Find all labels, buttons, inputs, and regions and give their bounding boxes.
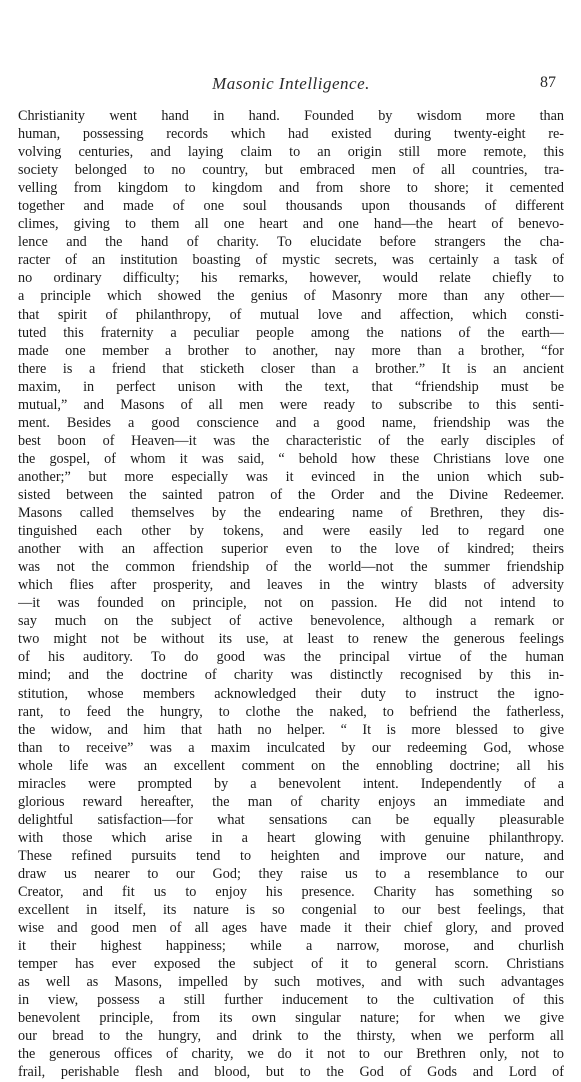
text-line: which flies after prosperity, and leaves in the wintry blasts of adversity: [18, 577, 564, 594]
text-line: whole life was an excellent comment on the ennobling doctrine; all his: [18, 757, 564, 774]
text-line: racter of an institution boasting of mystic secrets, was certainly a task of: [18, 252, 564, 269]
text-line: was not the common friendship of the world—not the summer friendship: [18, 559, 564, 576]
text-line: human, possessing records which had existed during twenty-eight re-: [18, 126, 564, 143]
text-line: the widow, and him that hath no helper. “ It is more blessed to give: [18, 721, 564, 738]
text-line: a principle which showed the genius of Masonry more than any other—: [18, 288, 564, 305]
text-line: another;” but more especially was it evinced in the union which sub-: [18, 468, 564, 485]
text-line: society belonged to no country, but embraced men of all countries, tra-: [18, 162, 564, 179]
running-head: [18, 74, 564, 98]
text-line: no ordinary difficulty; his remarks, however, would relate chiefly to: [18, 270, 564, 287]
text-line: made one member a brother to another, nay more than a brother, “for: [18, 342, 564, 359]
text-line: These refined pursuits tend to heighten and improve our nature, and: [18, 847, 564, 864]
text-line: together and made of one soul thousands upon thousands of different: [18, 198, 564, 215]
text-line: mind; and the doctrine of charity was distinctly recognised by this in-: [18, 667, 564, 684]
text-line: than to receive” was a maxim inculcated by our redeeming God, whose: [18, 739, 564, 756]
text-line: volving centuries, and laying claim to an origin still more remote, this: [18, 144, 564, 161]
text-line: with those which arise in a heart glowing with genuine philanthropy.: [18, 829, 564, 846]
text-line: benevolent principle, from its own singular nature; for when we give: [18, 1010, 564, 1027]
text-line: stitution, whose members acknowledged their duty to instruct the igno-: [18, 685, 564, 702]
text-line: Christianity went hand in hand. Founded by wisdom more than: [18, 108, 564, 124]
text-line: Masons called themselves by the endearing name of Brethren, they dis-: [18, 505, 564, 522]
text-line: our bread to the hungry, and drink to the thirsty, when we perform all: [18, 1028, 564, 1045]
text-line: wise and good men of all ages have made it their chief glory, and proved: [18, 920, 564, 937]
text-line: draw us nearer to our God; they raise us to a resemblance to our: [18, 865, 564, 882]
text-line: climes, giving to them all one heart and one hand—the heart of benevo-: [18, 216, 564, 233]
text-line: Creator, and fit us to enjoy his presence. Charity has something so: [18, 884, 564, 901]
text-line: say much on the subject of active benevolence, although a remark or: [18, 613, 564, 630]
text-line: it their highest happiness; while a narrow, morose, and churlish: [18, 938, 564, 955]
running-title: Masonic Intelligence.: [212, 74, 370, 93]
text-line: another with an affection superior even to the love of kindred; theirs: [18, 541, 564, 558]
text-line: best boon of Heaven—it was the characteristic of the early disciples of: [18, 432, 564, 449]
text-line: sisted between the sainted patron of the Order and the Divine Redeemer.: [18, 486, 564, 503]
text-line: as well as Masons, impelled by such motives, and with such advantages: [18, 974, 564, 991]
text-line: delightful satisfaction—for what sensations can be equally pleasurable: [18, 811, 564, 828]
text-line: of his auditory. To do good was the principal virtue of the human: [18, 649, 564, 666]
text-line: that spirit of philanthropy, of mutual love and affection, which consti-: [18, 306, 564, 323]
text-line: lence and the hand of charity. To elucidate before strangers the cha-: [18, 234, 564, 251]
text-line: frail, perishable flesh and blood, but to the God of Gods and Lord of: [18, 1064, 564, 1081]
text-line: miracles were prompted by a benevolent intent. Independently of a: [18, 775, 564, 792]
text-line: excellent in itself, its nature is so congenial to our best feelings, that: [18, 902, 564, 919]
page-number: 87: [540, 74, 556, 91]
text-line: in view, possess a still further inducement to the cultivation of this: [18, 992, 564, 1009]
text-line: rant, to feed the hungry, to clothe the naked, to befriend the fatherless,: [18, 703, 564, 720]
text-line: the generous offices of charity, we do it not to our Brethren only, not to: [18, 1046, 564, 1063]
text-line: —it was founded on principle, not on passion. He did not intend to: [18, 595, 564, 612]
text-line: two might not be without its use, at least to renew the generous feelings: [18, 631, 564, 648]
text-line: velling from kingdom to kingdom and from shore to shore; it cemented: [18, 180, 564, 197]
body-text: [18, 107, 564, 1082]
text-line: there is a friend that sticketh closer than a brother.” It is an ancient: [18, 360, 564, 377]
text-line: maxim, in perfect unison with the text, that “friendship must be: [18, 378, 564, 395]
text-line: the gospel, of whom it was said, “ behold how these Christians love one: [18, 450, 564, 467]
text-line: tuted this fraternity a peculiar people among the nations of the earth—: [18, 324, 564, 341]
text-line: ment. Besides a good conscience and a good name, friendship was the: [18, 414, 564, 431]
text-line: glorious reward hereafter, the man of charity enjoys an immediate and: [18, 793, 564, 810]
text-line: mutual,” and Masons of all men were ready to subscribe to this senti-: [18, 396, 564, 413]
text-line: tinguished each other by tokens, and were easily led to regard one: [18, 523, 564, 540]
text-line: temper has ever exposed the subject of it to general scorn. Christians: [18, 956, 564, 973]
